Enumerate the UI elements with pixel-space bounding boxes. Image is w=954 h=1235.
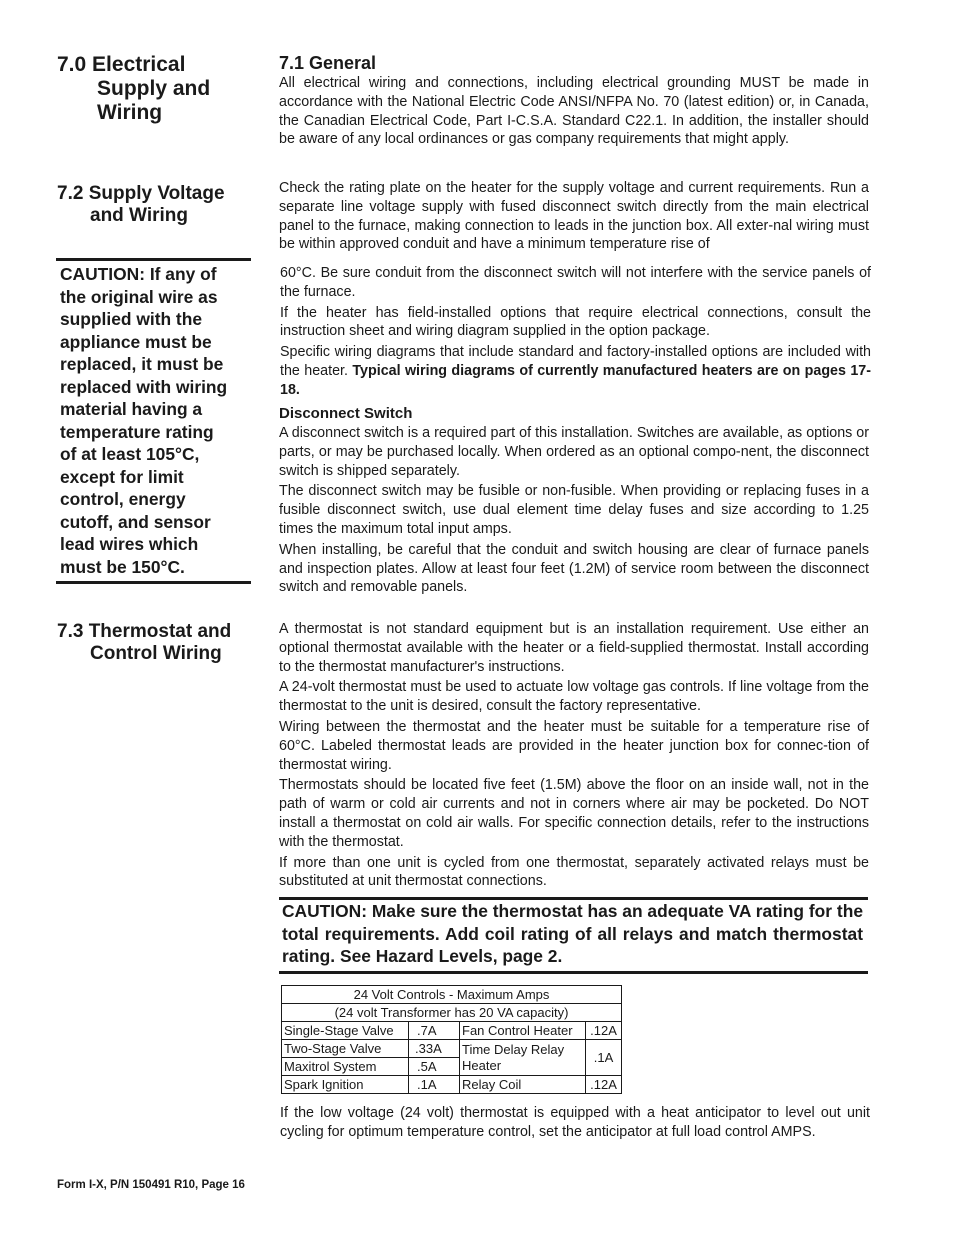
disconnect-paragraph: A disconnect switch is a required part of this installation. Switches are available, as options or parts, or may be purchased locally. When ordered as an optional compo-nent, the disconnect switch is shipped separately.	[279, 425, 869, 479]
control-amps: .12A	[586, 1022, 622, 1040]
control-amps: .1A	[586, 1040, 622, 1076]
caution-line: appliance must be	[60, 331, 212, 352]
table-subtitle: (24 volt Transformer has 20 VA capacity)	[282, 1004, 622, 1022]
caution-line: cutoff, and sensor	[60, 511, 211, 532]
section-title-line: Electrical	[92, 53, 186, 76]
section-title-line: Control Wiring	[90, 643, 222, 664]
supply-paragraph: 60°C. Be sure conduit from the disconnect switch will not interfere with the service panels of the furnace.	[280, 265, 871, 300]
caution-line: must be 150°C.	[60, 556, 185, 577]
section-7-0-heading	[57, 53, 210, 125]
supply-paragraph	[280, 343, 871, 399]
thermostat-paragraph: Wiring between the thermostat and the heater must be suitable for a temperature rise of 60°C. Labeled thermostat leads are provided in the heater junction box for connec-tion of thermostat wiring.	[279, 718, 869, 773]
section-title-line: Thermostat and	[88, 621, 232, 642]
disconnect-heading: Disconnect Switch	[279, 405, 413, 422]
thermostat-paragraph: A 24-volt thermostat must be used to actuate low voltage gas controls. If line voltage from the thermostat to the unit is desired, consult the factory representative.	[279, 679, 869, 715]
general-paragraph: All electrical wiring and connections, including electrical grounding MUST be made in accordance with the National Electric Code ANSI/NFPA No. 70 (latest edition) or, in Canada, the Canadian Electrical Code, Part I-C.S.A. Standard C22.1. In addition, the installer should be aware of any local ordinances or gas company requirements that might apply.	[279, 75, 869, 148]
controls-amps-table	[281, 985, 622, 1094]
caution-line: temperature rating	[60, 421, 214, 442]
control-label: Spark Ignition	[282, 1076, 409, 1094]
control-label-line: Time Delay Relay	[462, 1041, 565, 1057]
section-7-3-heading	[57, 621, 231, 665]
wiring-diagrams-text: Specific wiring diagrams that include standard and factory-installed options are included with the heater.	[280, 344, 871, 379]
thermostat-paragraph: Thermostats should be located five feet (1.5M) above the floor on an inside wall, not in the path of warm or cold air currents and not in corners where air may be pocketed. Do NOT install a thermostat on cold air walls. For specific connection details, refer to the instructions with the thermostat.	[279, 777, 869, 850]
control-amps: .33A	[409, 1040, 460, 1058]
disconnect-paragraph: When installing, be careful that the conduit and switch housing are clear of furnace panels and inspection plates. Allow at least four feet (1.2M) of service room between the disconnect switch and removable panels.	[279, 541, 869, 596]
general-section	[279, 52, 869, 149]
thermostat-paragraph: If more than one unit is cycled from one thermostat, separately activated relays must be substituted at unit thermostat connections.	[279, 854, 869, 890]
section-number: 7.3	[57, 621, 84, 642]
control-amps: .7A	[409, 1022, 460, 1040]
caution-line: the original wire as	[60, 286, 218, 307]
supply-paragraph: If the heater has field-installed options that require electrical connections, consult the instruction sheet and wiring diagram supplied in the option package.	[280, 304, 871, 340]
caution-va-rating: CAUTION: Make sure the thermostat has an adequate VA rating for the total requirements. Add coil rating of all relays and match thermostat rating. See Hazard Levels, page 2.	[282, 901, 863, 967]
control-amps: .5A	[409, 1058, 460, 1076]
caution-line: supplied with the	[60, 309, 203, 329]
caution-line: except for limit	[60, 466, 184, 487]
caution-line: CAUTION: If any of	[60, 264, 217, 284]
disconnect-paragraph: The disconnect switch may be fusible or non-fusible. When providing or replacing fuses in a fusible disconnect switch, use dual element time delay fuses and size according to 1.25 times the maximum total input amps.	[279, 483, 869, 537]
caution-line: replaced with wiring	[60, 376, 228, 397]
section-title-line: and Wiring	[90, 205, 188, 226]
table-row	[282, 1076, 622, 1094]
caution-line: replaced, it must be	[60, 354, 224, 374]
caution-line: lead wires which	[60, 534, 199, 554]
caution-line: control, energy	[60, 489, 186, 509]
disconnect-section	[279, 404, 869, 597]
thermostat-section	[279, 620, 869, 891]
control-label	[460, 1040, 586, 1076]
wiring-diagrams-pages-ref: Typical wiring diagrams of currently manufactured heaters are on pages 17-18.	[280, 362, 871, 398]
section-7-2-heading	[57, 183, 225, 227]
table-row	[282, 1022, 622, 1040]
control-label-line: Heater	[462, 1057, 502, 1073]
page-footer: Form I-X, P/N 150491 R10, Page 16	[57, 1179, 245, 1191]
caution-wire-rating	[60, 263, 255, 578]
table-row	[282, 1040, 622, 1058]
table-title: 24 Volt Controls - Maximum Amps	[282, 986, 622, 1004]
caution-line: of at least 105°C,	[60, 444, 200, 464]
anticipator-block	[280, 1104, 870, 1142]
control-label: Two-Stage Valve	[282, 1040, 409, 1058]
caution-line: material having a	[60, 399, 203, 419]
supply-continued-block	[280, 264, 871, 400]
section-title-line: Supply and	[97, 77, 211, 100]
caution-va-bottom-rule	[279, 971, 868, 974]
supply-paragraph-1-block	[279, 179, 869, 254]
anticipator-paragraph: If the low voltage (24 volt) thermostat is equipped with a heat anticipator to level out unit cycling for optimum temperature control, set the anticipator at full load control AMPS.	[280, 1105, 870, 1140]
supply-paragraph: Check the rating plate on the heater for the supply voltage and current requirements. Run a separate line voltage supply with fused disconnect switch directly from the main electrical panel to the furnace, making connection to leads in the junction box. All exter-nal wiring must be within approved conduit and have a minimum temperature rise of	[279, 180, 869, 253]
section-title-line: Wiring	[97, 101, 163, 124]
thermostat-paragraph: A thermostat is not standard equipment but is an installation requirement. Use either an optional thermostat available with the heater or a field-supplied thermostat. Install according to the thermostat manufacturer's instructions.	[279, 621, 869, 675]
section-number: 7.2	[57, 183, 84, 204]
control-label: Single-Stage Valve	[282, 1022, 409, 1040]
control-label: Fan Control Heater	[460, 1022, 586, 1040]
caution-top-rule	[56, 258, 251, 261]
general-heading: 7.1 General	[279, 53, 377, 73]
control-amps: .12A	[586, 1076, 622, 1094]
section-title-line: Supply Voltage	[88, 183, 225, 204]
control-amps: .1A	[409, 1076, 460, 1094]
caution-bottom-rule	[56, 581, 251, 584]
control-label: Maxitrol System	[282, 1058, 409, 1076]
section-number: 7.0	[57, 53, 87, 76]
control-label: Relay Coil	[460, 1076, 586, 1094]
